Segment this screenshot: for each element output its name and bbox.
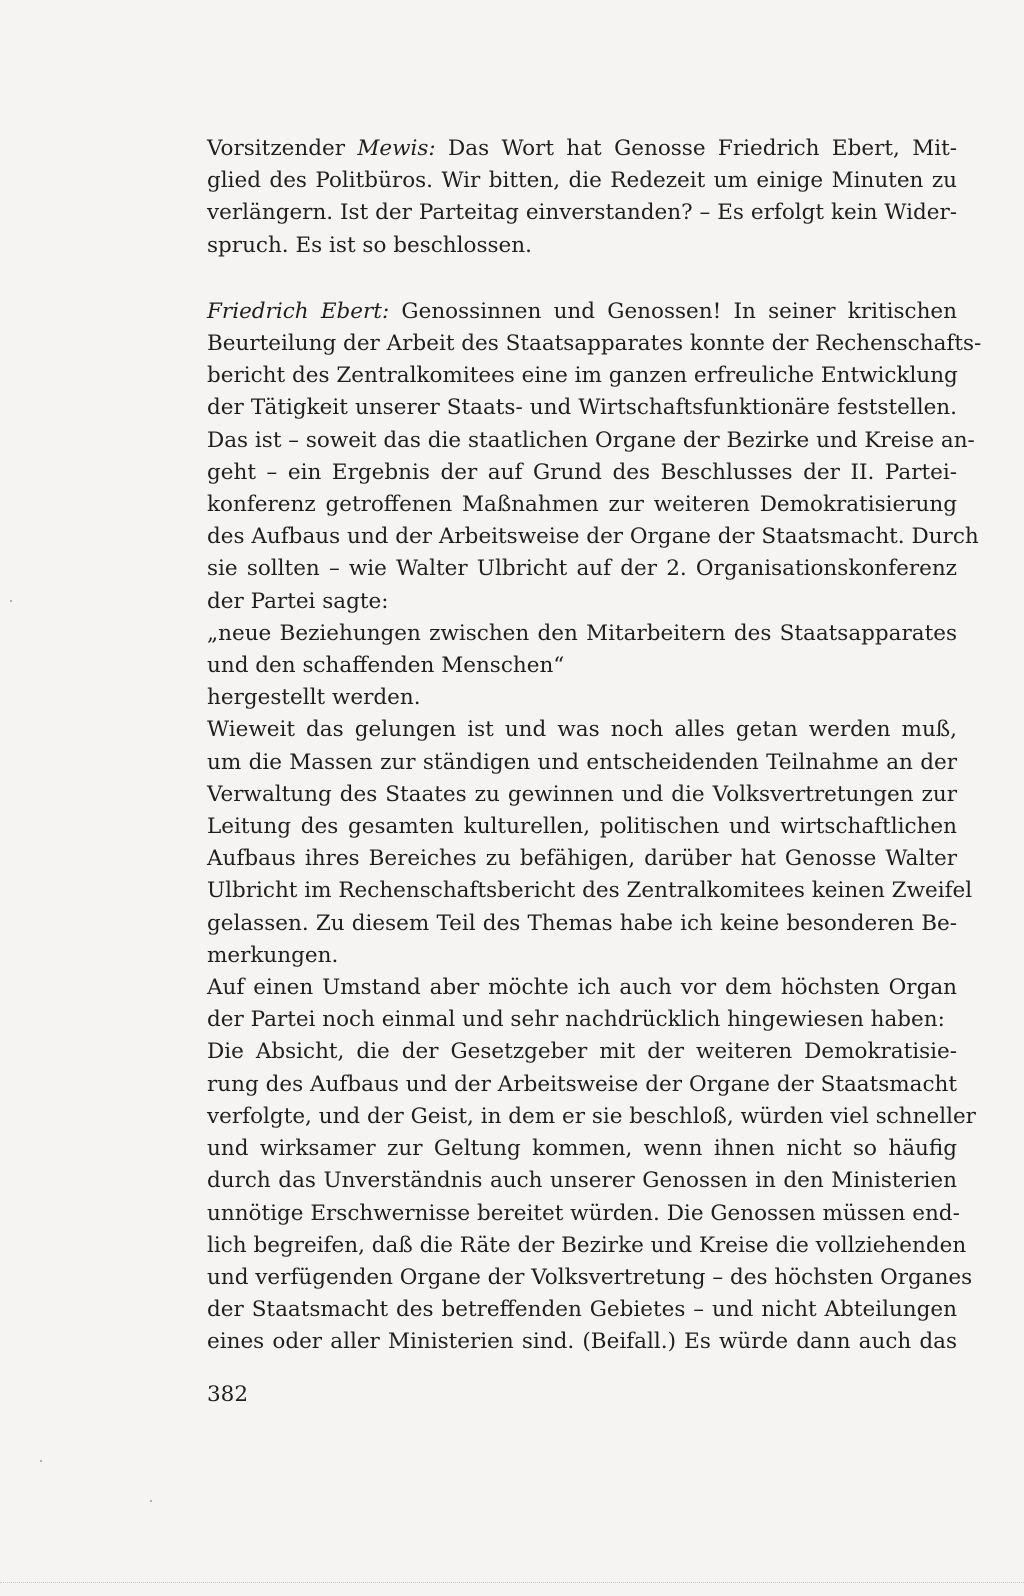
speaker-title: Vorsitzender xyxy=(207,136,358,161)
speaker-name: Mewis: xyxy=(357,136,436,161)
text-line: spruch. Es ist so beschlossen. xyxy=(207,232,532,258)
text-line: der Staatsmacht des betreffenden Gebietes – und nicht Abteilungen xyxy=(207,1297,957,1323)
text-line: Das ist – soweit das die staatlichen Organe der Bezirke und Kreise an- xyxy=(207,427,975,453)
body-text xyxy=(207,133,982,1359)
text-line: lich begreifen, daß die Räte der Bezirke und Kreise die vollziehenden xyxy=(207,1232,967,1258)
text-line: Auf einen Umstand aber möchte ich auch vor dem höchsten Organ xyxy=(207,975,957,1001)
text-line: des Aufbaus und der Arbeitsweise der Organe der Staatsmacht. Durch xyxy=(207,524,979,550)
quote-line: „neue Beziehungen zwischen den Mitarbeitern des Staatsapparates xyxy=(207,620,957,646)
text-fragment: Genossinnen und Genossen! In seiner kritischen xyxy=(389,298,957,324)
scan-speck xyxy=(40,1460,42,1462)
page-number: 382 xyxy=(207,1382,249,1407)
text-line: hergestellt werden. xyxy=(207,685,421,711)
text-line: Beurteilung der Arbeit des Staatsapparates konnte der Rechenschafts- xyxy=(207,331,982,357)
text-line: gelassen. Zu diesem Teil des Themas habe ich keine besonderen Be- xyxy=(207,910,957,936)
text-line: Leitung des gesamten kulturellen, politischen und wirtschaftlichen xyxy=(207,814,957,840)
scan-speck xyxy=(150,1500,152,1502)
text-line: eines oder aller Ministerien sind. (Beifall.) Es würde dann auch das xyxy=(207,1329,957,1355)
text-line: und wirksamer zur Geltung kommen, wenn ihnen nicht so häufig xyxy=(207,1136,957,1162)
text-line: Aufbaus ihres Bereiches zu befähigen, darüber hat Genosse Walter xyxy=(207,846,957,872)
text-line: um die Massen zur ständigen und entscheidenden Teilnahme an der xyxy=(207,749,957,775)
text-line: sie sollten – wie Walter Ulbricht auf der 2. Organisationskonferenz xyxy=(207,556,957,582)
text-line: geht – ein Ergebnis der auf Grund des Beschlusses der II. Partei- xyxy=(207,459,957,485)
text-line: verlängern. Ist der Parteitag einverstanden? – Es erfolgt kein Wider- xyxy=(207,200,957,226)
text-line: Ulbricht im Rechenschaftsbericht des Zentralkomitees keinen Zweifel xyxy=(207,878,973,904)
speaker-name: Friedrich Ebert: xyxy=(207,298,390,324)
text-line: Die Absicht, die der Gesetzgeber mit der weiteren Demokratisie- xyxy=(207,1039,957,1065)
text-line: der Partei sagte: xyxy=(207,588,389,614)
text-line: der Partei noch einmal und sehr nachdrücklich hingewiesen haben: xyxy=(207,1007,945,1033)
text-line: unnötige Erschwernisse bereitet würden. Die Genossen müssen end- xyxy=(207,1200,960,1226)
text-line: verfolgte, und der Geist, in dem er sie beschloß, würden viel schneller xyxy=(207,1103,976,1129)
text-fragment: Das Wort hat Genosse Friedrich Ebert, Mit- xyxy=(435,136,958,161)
scan-edge xyxy=(0,1582,1024,1585)
quote-line: und den schaffenden Menschen“ xyxy=(207,653,565,679)
text-line: glied des Politbüros. Wir bitten, die Redezeit um einige Minuten zu xyxy=(207,168,957,194)
text-line xyxy=(207,296,957,328)
text-line: konferenz getroffenen Maßnahmen zur weiteren Demokratisierung xyxy=(207,492,957,518)
text-line: Wieweit das gelungen ist und was noch alles getan werden muß, xyxy=(207,717,957,743)
text-line: der Tätigkeit unserer Staats- und Wirtschaftsfunktionäre feststellen. xyxy=(207,395,957,421)
text-line xyxy=(207,133,957,165)
text-line: Verwaltung des Staates zu gewinnen und die Volksvertretungen zur xyxy=(207,781,957,807)
text-line: bericht des Zentralkomitees eine im ganzen erfreuliche Entwicklung xyxy=(207,363,958,389)
text-line: rung des Aufbaus und der Arbeitsweise der Organe der Staatsmacht xyxy=(207,1071,957,1097)
scan-speck xyxy=(10,600,12,602)
text-line: und verfügenden Organe der Volksvertretung – des höchsten Organes xyxy=(207,1264,973,1290)
paragraph-gap xyxy=(207,262,957,296)
text-line: merkungen. xyxy=(207,942,339,968)
text-line: durch das Unverständnis auch unserer Genossen in den Ministerien xyxy=(207,1168,957,1194)
